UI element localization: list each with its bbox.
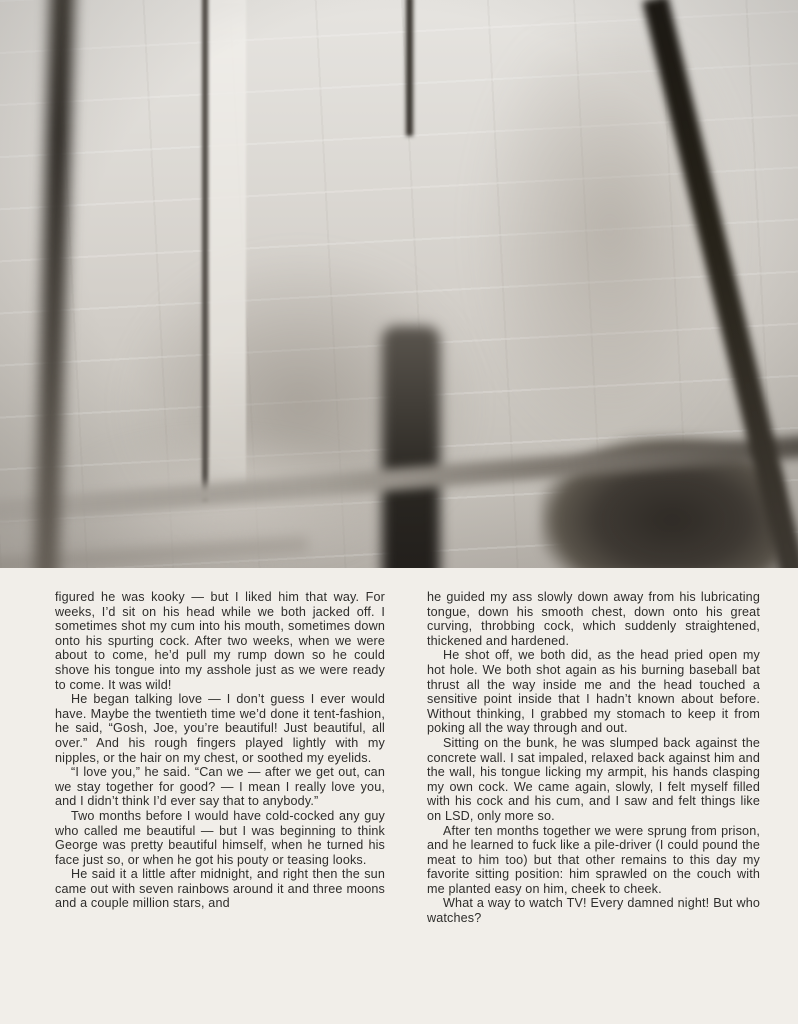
paragraph: figured he was kooky — but I liked him that way. For weeks, I’d sit on his head while we both jacked off. I sometimes shot my cum into his mouth, sometimes down onto his spurting cock. After two weeks, when we were about to come, he’d pull my rump down so he could shove his tongue into my asshole just as we were ready to come. It was wild! bbox=[55, 590, 385, 692]
article-column-left bbox=[55, 590, 385, 926]
paragraph: What a way to watch TV! Every damned night! But who watches? bbox=[427, 896, 760, 926]
paragraph: he guided my ass slowly down away from his lubricating tongue, down his smooth chest, down onto his great curving, throbbing cock, which suddenly straightened, thickened and hardened. bbox=[427, 590, 760, 648]
paragraph: He shot off, we both did, as the head pried open my hot hole. We both shot again as his burning baseball bat thrust all the way inside me and the head touched a sensitive point inside that I hadn’t known about before. Without thinking, I grabbed my stomach to keep it from poking all the way through and out. bbox=[427, 648, 760, 736]
paragraph: Sitting on the bunk, he was slumped back against the concrete wall. I sat impaled, relaxed back against him and the wall, his tongue licking my armpit, his hands clasping my own cock. We came again, slowly, I felt myself filled with his cock and his cum, and I saw and felt things like on LSD, only more so. bbox=[427, 735, 760, 823]
article-body bbox=[0, 568, 798, 926]
paragraph: Two months before I would have cold-cocked any guy who called me beautiful — but I was beginning to think George was pretty beautiful himself, when he turned his face just so, or when he got his pouty or teasing looks. bbox=[55, 808, 385, 867]
paragraph: After ten months together we were sprung from prison, and he learned to fuck like a pile-driver (I could pound the meat to him too) but that other remains to this day my favorite sitting position: him sprawled on the couch with me planted easy on him, cheek to cheek. bbox=[427, 823, 760, 896]
paragraph: “I love you,” he said. “Can we — after we get out, can we stay together for good? — I mean I really love you, and I didn’t think I’d ever say that to anybody.” bbox=[55, 765, 385, 809]
paragraph: He began talking love — I don’t guess I ever would have. Maybe the twentieth time we’d done it tent-fashion, he said, “Gosh, Joe, you’re beautiful! Just beautiful, all over.” And his rough fingers played lightly with my nipples, or the hair on my chest, or soothed my eyelids. bbox=[55, 692, 385, 765]
article-column-right bbox=[427, 590, 760, 926]
paragraph: He said it a little after midnight, and right then the sun came out with seven rainbows around it and three moons and a couple million stars, and bbox=[55, 867, 385, 911]
